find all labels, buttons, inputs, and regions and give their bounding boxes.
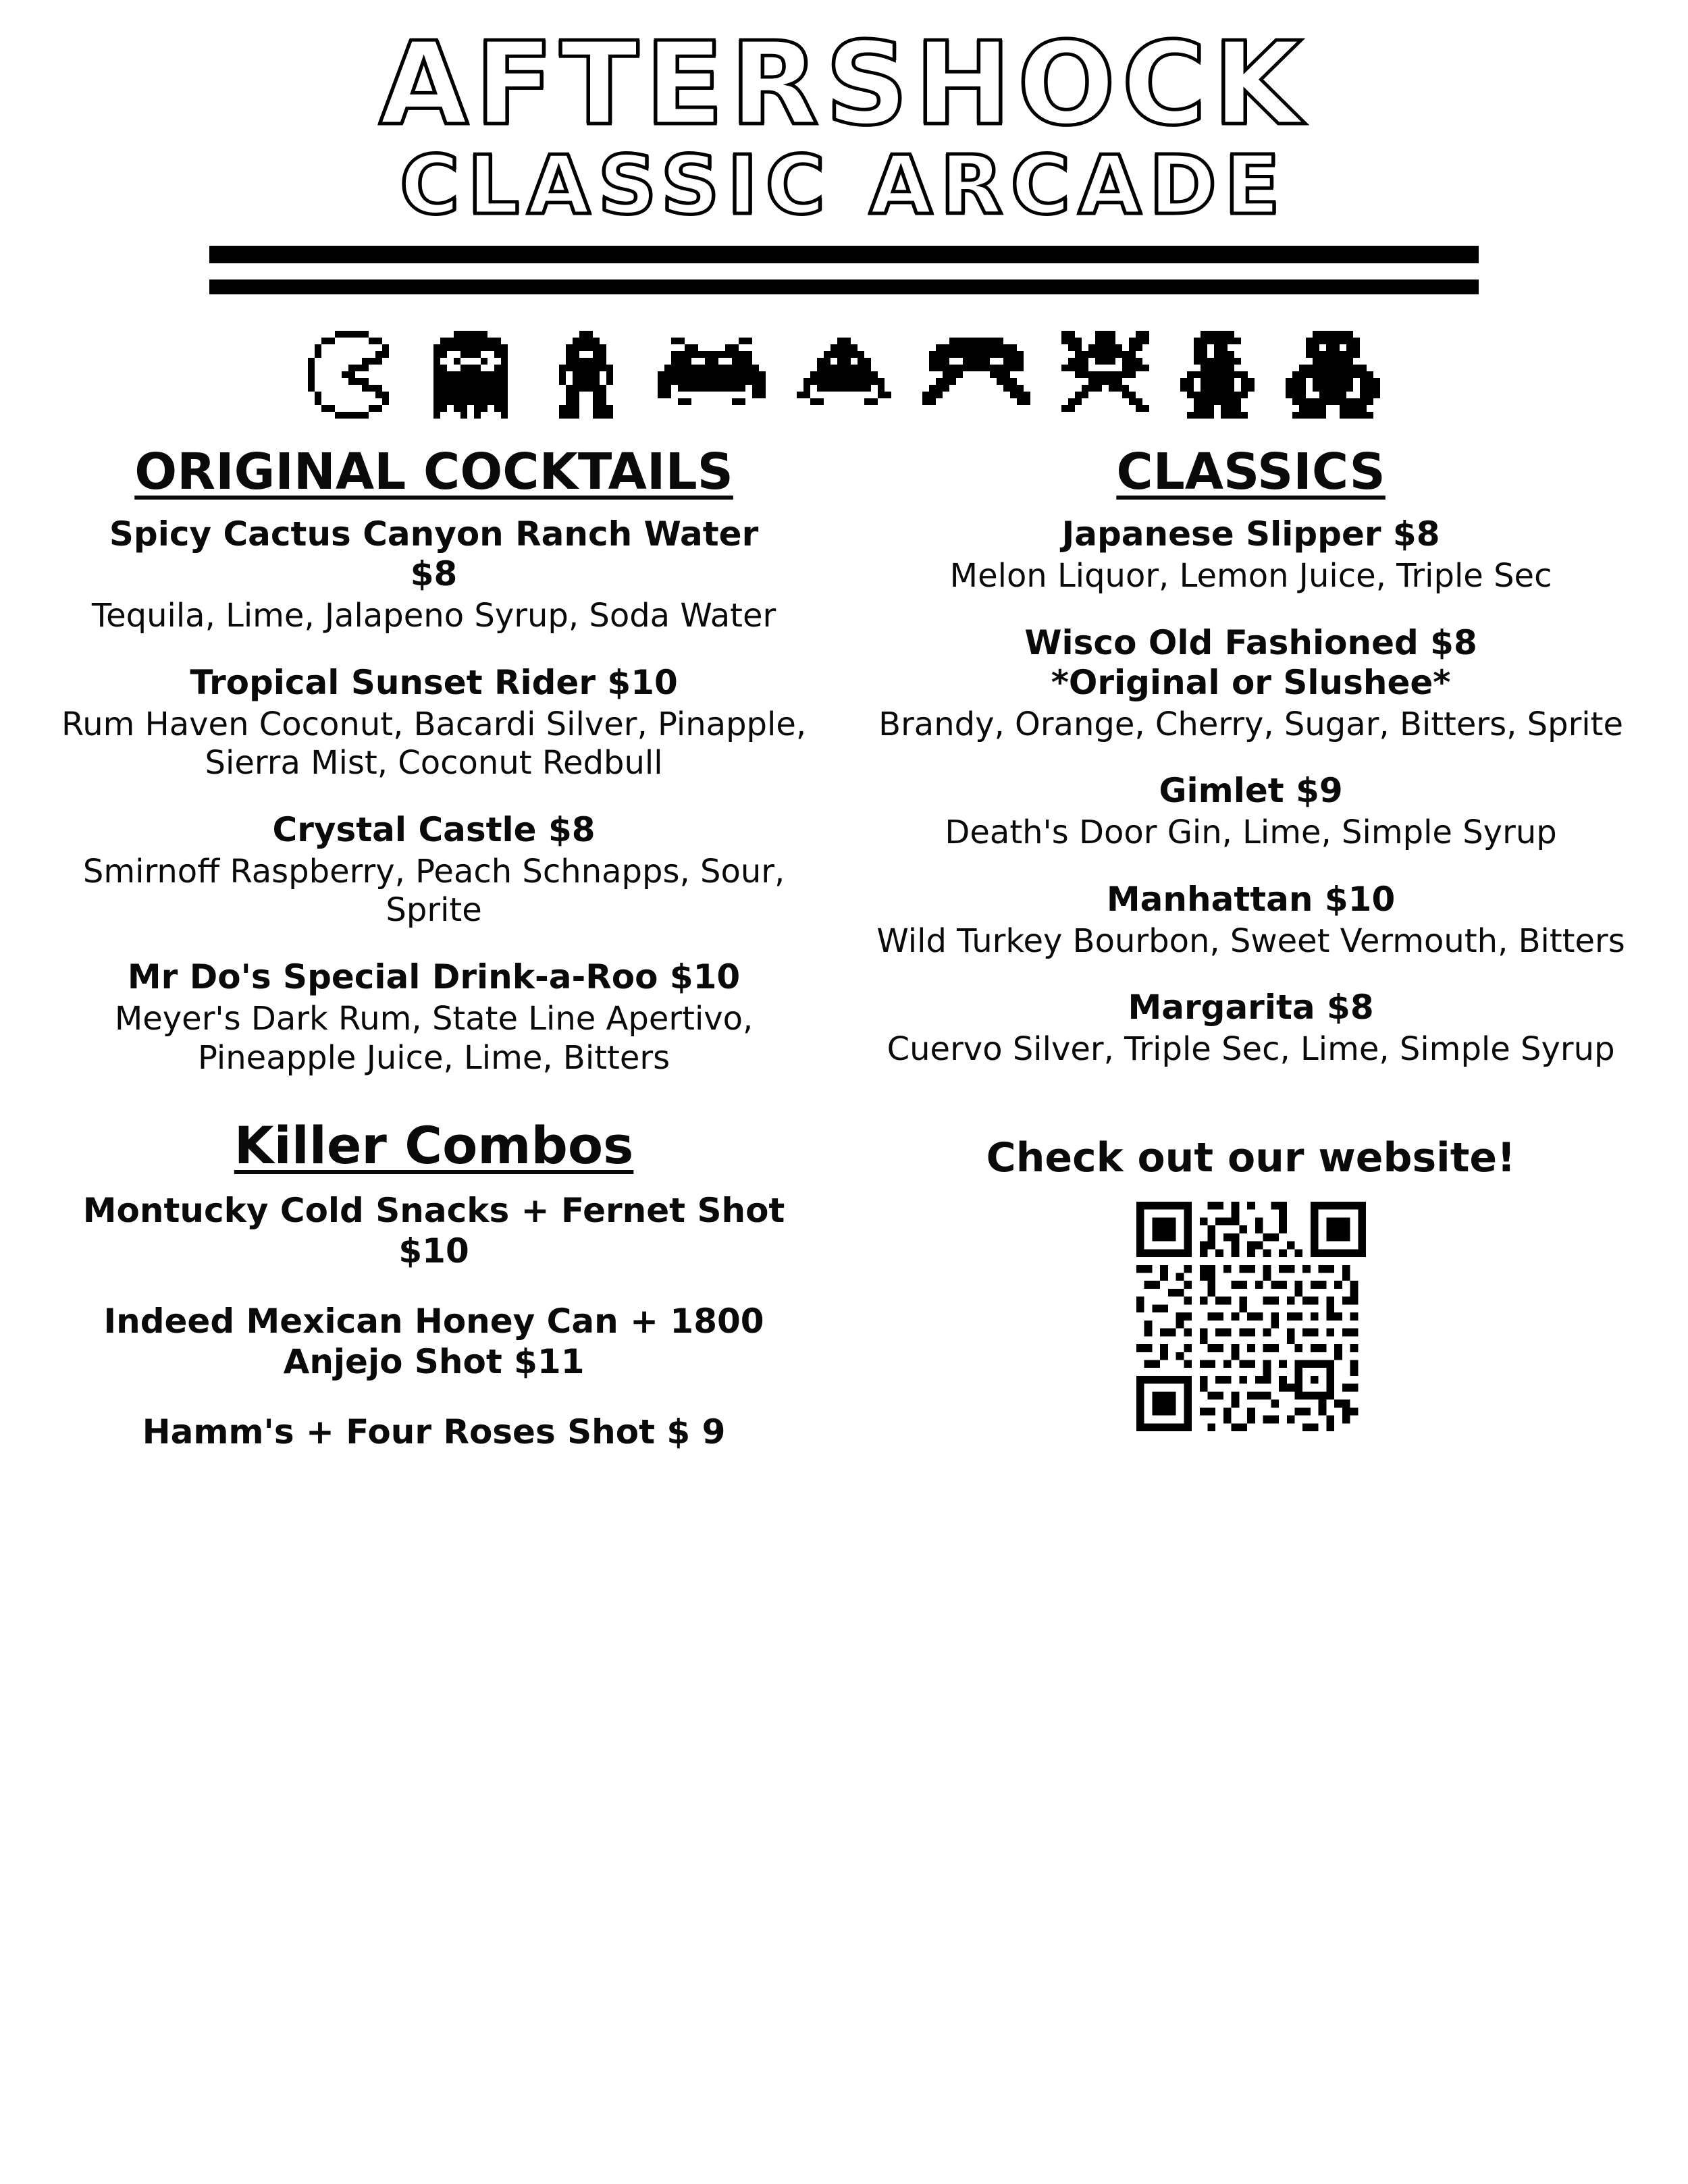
menu-item-description: Meyer's Dark Rum, State Line Apertivo, Pineapple Juice, Lime, Bitters: [114, 999, 754, 1077]
menu-item-description: Death's Door Gin, Lime, Simple Syrup: [945, 814, 1557, 852]
header-rule-top: [209, 246, 1479, 263]
menu-item: [861, 771, 1641, 853]
menu-item: [861, 514, 1641, 596]
menu-item-name: Wisco Old Fashioned $8: [1024, 622, 1477, 662]
menu-item-description: Melon Liquor, Lemon Juice, Triple Sec: [949, 557, 1552, 595]
sprite-row: [0, 317, 1688, 419]
menu-item-description: Tequila, Lime, Jalapeno Syrup, Soda Water: [91, 597, 776, 635]
galaxian-icon: [1061, 331, 1149, 419]
menu-item-name: Tropical Sunset Rider $10: [190, 662, 678, 702]
menu-item-description: Rum Haven Coconut, Bacardi Silver, Pinapple, Sierra Mist, Coconut Redbull: [61, 705, 807, 782]
pacman-icon: [308, 331, 396, 419]
menu-item: [47, 514, 820, 636]
menu-item: [861, 988, 1641, 1069]
section-title-killer-combos: Killer Combos: [234, 1115, 634, 1176]
logo-title-line1: AFTERSHOCK: [379, 18, 1309, 151]
menu-columns: [0, 443, 1688, 1482]
donkey-kong-icon: [1286, 331, 1380, 419]
space-invader-squid-icon: [797, 338, 891, 419]
combo-item: [47, 1301, 820, 1382]
section-title-classics: CLASSICS: [1116, 443, 1386, 501]
menu-item-description: Cuervo Silver, Triple Sec, Lime, Simple Syrup: [887, 1030, 1615, 1069]
combo-item-text: Hamm's + Four Roses Shot $ 9: [142, 1412, 726, 1452]
combo-item: [47, 1412, 820, 1452]
menu-item: [861, 623, 1641, 745]
section-title-original-cocktails: ORIGINAL COCKTAILS: [134, 443, 733, 501]
header: [0, 0, 1688, 419]
menu-item-name: Japanese Slipper $8: [1061, 514, 1440, 554]
combo-item-text: Indeed Mexican Honey Can + 1800 Anjejo Shot $11: [103, 1302, 764, 1382]
space-invader-crab-icon: [658, 338, 766, 419]
menu-item-description: Wild Turkey Bourbon, Sweet Vermouth, Bitters: [876, 922, 1625, 960]
classics-column: [841, 443, 1641, 1482]
menu-item-name: Margarita $8: [1128, 988, 1374, 1028]
ghost-icon: [427, 331, 515, 419]
original-cocktails-column: [47, 443, 841, 1482]
qr-code-icon[interactable]: [1136, 1202, 1366, 1431]
menu-item: [47, 663, 820, 783]
menu-item-variant: *Original or Slushee*: [1051, 662, 1451, 702]
menu-item-name: Mr Do's Special Drink-a-Roo $10: [127, 957, 741, 996]
menu-item-name: Crystal Castle $8: [272, 809, 596, 849]
menu-item-name: Manhattan $10: [1106, 879, 1396, 919]
menu-item-price: $8: [410, 554, 458, 593]
combo-item: [47, 1190, 820, 1271]
menu-item-name: Spicy Cactus Canyon Ranch Water: [109, 514, 759, 554]
menu-item-description: Smirnoff Raspberry, Peach Schnapps, Sour, Sprite: [82, 852, 785, 930]
mario-icon: [1180, 331, 1255, 419]
logo-title-line2: CLASSIC ARCADE: [400, 139, 1288, 233]
menu-item: [47, 957, 820, 1077]
menu-item: [47, 810, 820, 930]
menu-item: [861, 880, 1641, 961]
menu-item-description: Brandy, Orange, Cherry, Sugar, Bitters, Sprite: [878, 705, 1623, 743]
website-block: [861, 1134, 1641, 1431]
space-invader-octopus-icon: [922, 338, 1030, 419]
header-rule-bottom: [209, 279, 1479, 294]
mr-do-icon: [546, 331, 627, 419]
website-callout: Check out our website!: [986, 1134, 1516, 1181]
header-rules: [209, 246, 1479, 294]
menu-item-name: Gimlet $9: [1159, 771, 1343, 811]
combo-item-text: Montucky Cold Snacks + Fernet Shot $10: [82, 1191, 785, 1271]
